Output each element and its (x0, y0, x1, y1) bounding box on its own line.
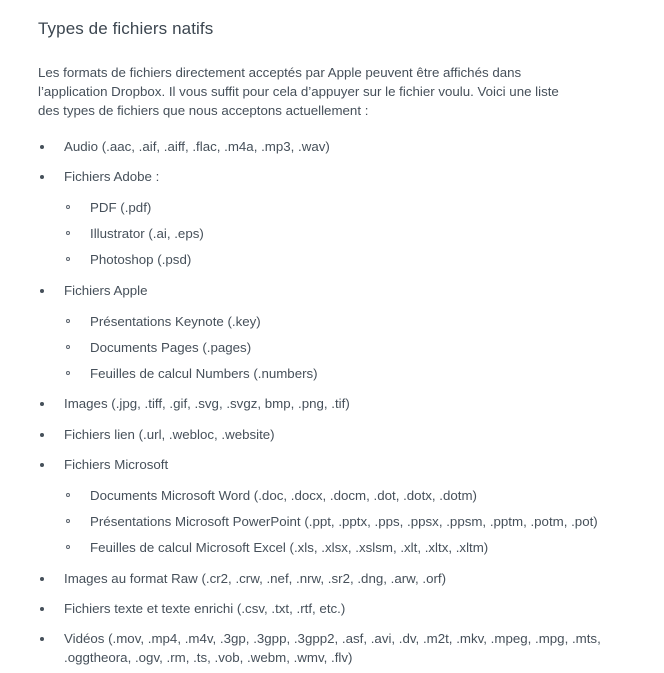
list-item (38, 629, 604, 667)
bullet-circle-icon (66, 493, 70, 497)
list-item (38, 394, 604, 413)
bullet-disc-icon (40, 577, 44, 581)
list-item-label: Fichiers Apple (64, 282, 148, 298)
file-types-list (38, 137, 624, 668)
list-item (64, 198, 604, 217)
list-item (38, 137, 604, 156)
list-item (38, 425, 604, 444)
list-item-label: Présentations Microsoft PowerPoint (.ppt, .pptx, .pps, .ppsx, .ppsm, .pptm, .potm, .pot) (90, 514, 598, 530)
list-item-label: Fichiers Adobe : (64, 168, 160, 184)
adobe-sublist (64, 198, 604, 270)
list-item-label: Images au format Raw (.cr2, .crw, .nef, .nrw, .sr2, .dng, .arw, .orf) (64, 570, 447, 586)
list-item (64, 250, 604, 269)
bullet-circle-icon (66, 205, 70, 209)
list-item (64, 338, 604, 357)
intro-paragraph: Les formats de fichiers directement acceptés par Apple peuvent être affichés dans l’application Dropbox. Il vous suffit pour cela d’appuyer sur le fichier voulu. Voici une liste des types de fichiers que nous acceptons actuellement : (38, 64, 559, 119)
bullet-disc-icon (40, 463, 44, 467)
bullet-disc-icon (40, 433, 44, 437)
bullet-disc-icon (40, 637, 44, 641)
bullet-disc-icon (40, 145, 44, 149)
list-item (64, 538, 604, 557)
list-item-label: PDF (.pdf) (90, 199, 152, 215)
apple-sublist (64, 312, 604, 384)
list-item-label: Présentations Keynote (.key) (90, 313, 261, 329)
list-item-label: Fichiers lien (.url, .webloc, .website) (64, 426, 275, 442)
page-title: Types de fichiers natifs (38, 19, 214, 38)
list-item-label: Feuilles de calcul Numbers (.numbers) (90, 366, 318, 382)
bullet-disc-icon (40, 402, 44, 406)
list-item-label: Illustrator (.ai, .eps) (90, 226, 204, 242)
list-item (38, 167, 604, 270)
bullet-circle-icon (66, 545, 70, 549)
list-item (64, 364, 604, 383)
list-item-label: Audio (.aac, .aif, .aiff, .flac, .m4a, .mp3, .wav) (64, 138, 330, 154)
list-item (38, 569, 604, 588)
bullet-disc-icon (40, 175, 44, 179)
list-item (64, 312, 604, 331)
list-item-label: Images (.jpg, .tiff, .gif, .svg, .svgz, bmp, .png, .tif) (64, 396, 350, 412)
bullet-circle-icon (66, 345, 70, 349)
list-item (64, 486, 604, 505)
bullet-disc-icon (40, 289, 44, 293)
bullet-circle-icon (66, 257, 70, 261)
list-item-label: Vidéos (.mov, .mp4, .m4v, .3gp, .3gpp, .3gpp2, .asf, .avi, .dv, .m2t, .mkv, .mpeg, .mpg, .mts, .oggtheora, .ogv, .rm, .ts, .vob, .webm, .wmv, .flv) (64, 631, 601, 666)
list-item-label: Fichiers texte et texte enrichi (.csv, .txt, .rtf, etc.) (64, 600, 346, 616)
bullet-circle-icon (66, 319, 70, 323)
microsoft-sublist (64, 486, 604, 558)
bullet-circle-icon (66, 231, 70, 235)
list-item (38, 281, 604, 384)
bullet-circle-icon (66, 519, 70, 523)
list-item-label: Documents Microsoft Word (.doc, .docx, .docm, .dot, .dotx, .dotm) (90, 487, 477, 503)
list-item-label: Fichiers Microsoft (64, 456, 169, 472)
bullet-disc-icon (40, 607, 44, 611)
list-item (64, 224, 604, 243)
list-item-label: Photoshop (.psd) (90, 252, 192, 268)
list-item-label: Feuilles de calcul Microsoft Excel (.xls, .xlsx, .xslsm, .xlt, .xltx, .xltm) (90, 540, 489, 556)
bullet-circle-icon (66, 371, 70, 375)
list-item (38, 599, 604, 618)
list-item (64, 512, 604, 531)
list-item-label: Documents Pages (.pages) (90, 339, 252, 355)
list-item (38, 455, 604, 558)
